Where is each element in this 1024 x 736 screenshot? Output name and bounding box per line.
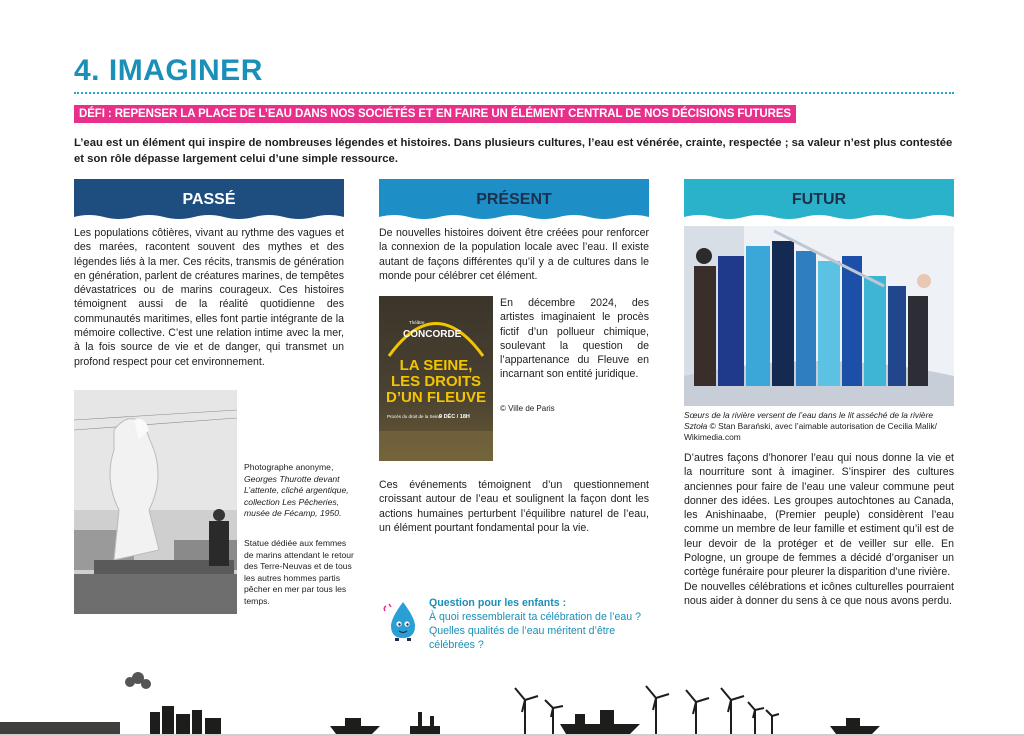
futur-paragraph-2: De nouvelles célébrations et icônes culturelles pourraient nous aider à donner du sens à ce que nous avons perdu.	[684, 580, 954, 607]
intro-paragraph: L’eau est un élément qui inspire de nombreuses légendes et histoires. Dans plusieurs cultures, l’eau est vénérée, crainte, respectée ; sa valeur n’est plus contestée et son rôle dépasse largement celui d’une simple ressource.	[74, 137, 953, 165]
heading-passe-label: PASSÉ	[182, 191, 236, 208]
statue-caption-credit	[244, 462, 354, 520]
heading-present	[379, 179, 649, 221]
statue-photo	[74, 390, 237, 614]
poster-line-2: LES DROITS	[390, 373, 482, 390]
poster-line-1: LA SEINE,	[399, 357, 473, 374]
poster-kicker: Théâtre	[409, 320, 425, 325]
futur-caption-italic: Sœurs de la rivière versent de l’eau dans le lit asséché de la rivière Sztoła	[684, 410, 934, 431]
kids-question-text: À quoi ressemblerait ta célébration de l’eau ? Quelles qualités de l’eau méritent d’être célébrées ?	[429, 611, 641, 651]
kids-question-title: Question pour les enfants :	[429, 597, 567, 609]
passe-paragraph: Les populations côtières, vivant au rythme des vagues et des marées, racontent souvent des mythes et des légendes liés à la mer. Ces récits, transmis de génération en génération, parlent de créatures marines, de tempêtes dévastatrices ou de marins courageux. Ces histoires témoignent aussi de la réalité quotidienne des communautés maritimes, elles font partie intégrante de la mémoire collective. C’est une relation intime avec la mer, à la fois source de vie et de danger, qui transmet un profond respect pour cet environnement.	[74, 227, 344, 368]
water-drop-mascot-icon	[381, 598, 421, 642]
poster-credit: © Ville de Paris	[500, 404, 555, 413]
heading-futur	[684, 179, 954, 221]
coastal-skyline-illustration	[0, 670, 1024, 736]
statue-credit-details: Georges Thurotte devant L’attente, cliché argentique, collection Les Pêcheries, musée de Fécamp, 1950.	[244, 473, 349, 518]
heading-passe	[74, 179, 344, 221]
wave-decoration	[379, 213, 649, 221]
present-paragraph-1: De nouvelles histoires doivent être créées pour renforcer la connexion de la population locale avec l’eau. Il existe autant de façons différentes qu’il y a de cultures dans le monde pour célébrer cet élément.	[379, 227, 649, 282]
heading-futur-label: FUTUR	[791, 191, 847, 208]
wave-decoration	[684, 213, 954, 221]
futur-paragraph-1: D’autres façons d’honorer l’eau qui nous donne la vie et la nourriture sont à imaginer. S’inspirer des cultures anciennes pour faire de l’eau une valeur commune peut donner des idées. Les groupes autochtones au Canada, les Anishinaabe, (Premier peuple) considèrent l’eau comme un membre de leur famille et estiment qu’il est de leur devoir de la protéger et de veiller sur elle. En Pologne, un groupe de femmes a décidé d’organiser un cortège funéraire pour pleurer la disparition d’une rivière.	[684, 452, 954, 579]
poster-line-3: D’UN FLEUVE	[385, 389, 487, 406]
present-paragraph-3: Ces événements témoignent d’un questionnement croissant autour de l’eau et soulignent la façon dont les actions humaines perturbent l’équilibre naturel de l’eau, un élément pourtant fondamental pour la vie.	[379, 479, 649, 534]
present-paragraph-2: En décembre 2024, des artistes imaginaient le procès fictif d’un pollueur chimique, soulevant la question de l’appartenance du Fleuve en incarnant son entité juridique.	[500, 297, 649, 381]
challenge-banner: DÉFI : REPENSER LA PLACE DE L’EAU DANS NOS SOCIÉTÉS ET EN FAIRE UN ÉLÉMENT CENTRAL DE NOS DÉCISIONS FUTURES	[74, 105, 796, 123]
poster-venue: CONCORDE	[403, 329, 462, 340]
seine-poster	[379, 296, 493, 461]
heading-present-label: PRÉSENT	[476, 191, 552, 208]
title-divider	[74, 92, 954, 94]
statue-caption-description: Statue dédiée aux femmes de marins attendant le retour des Terre-Neuvas et de tous les autres hommes partis pêcher en mer par tous les temps.	[244, 538, 354, 606]
poster-date: 9 DÉC / 18H	[439, 414, 470, 420]
river-sisters-photo	[684, 226, 954, 406]
futur-photo-caption	[684, 410, 954, 443]
futur-caption-credit: © Stan Barański, avec l’aimable autorisation de Cecilia Malik/ Wikimedia.com	[684, 421, 937, 442]
statue-credit-author: Photographe anonyme,	[244, 462, 334, 472]
wave-decoration	[74, 213, 344, 221]
poster-sub: Procès du droit de la Seine	[387, 414, 442, 419]
page-title: 4. IMAGINER	[74, 54, 263, 87]
futur-paragraph	[684, 451, 954, 608]
